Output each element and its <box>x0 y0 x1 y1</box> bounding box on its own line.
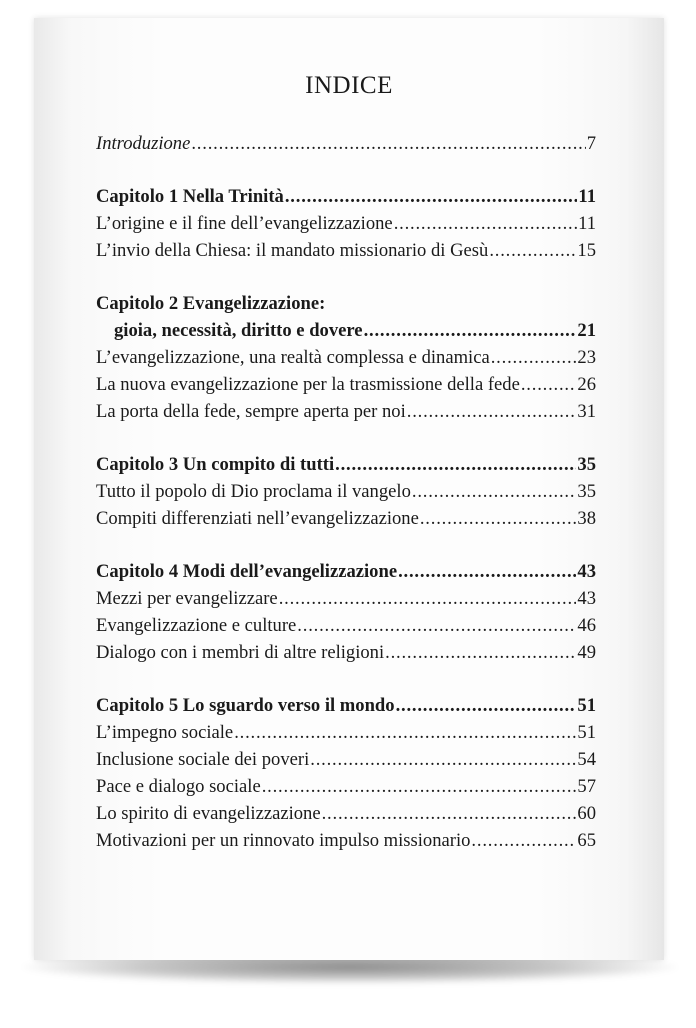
toc-entry-introduction[interactable] <box>96 130 596 157</box>
toc-page-number: 60 <box>577 803 596 824</box>
toc-entry-label: Introduzione <box>96 133 191 154</box>
toc-entry[interactable] <box>96 612 596 639</box>
dot-leader <box>471 827 576 854</box>
toc-entry[interactable] <box>96 827 596 854</box>
toc-entry-label: L’invio della Chiesa: il mandato missionario di Gesù <box>96 240 489 261</box>
dot-leader <box>412 478 577 505</box>
toc-entry[interactable] <box>96 478 596 505</box>
dot-leader <box>322 800 577 827</box>
dot-leader <box>364 317 577 344</box>
dot-leader <box>297 612 576 639</box>
dot-leader <box>234 719 576 746</box>
book-page <box>34 18 664 960</box>
toc-entry[interactable] <box>96 344 596 371</box>
toc-chapter-label: gioia, necessità, diritto e dovere <box>114 320 363 341</box>
toc-entry[interactable] <box>96 800 596 827</box>
dot-leader <box>521 371 577 398</box>
toc-chapter-3[interactable] <box>96 451 596 478</box>
toc-page-number: 21 <box>577 320 596 341</box>
toc-entry[interactable] <box>96 237 596 264</box>
toc-entry-label: La nuova evangelizzazione per la trasmissione della fede <box>96 374 520 395</box>
toc-chapter-1[interactable] <box>96 183 596 210</box>
toc-entry-label: Pace e dialogo sociale <box>96 776 261 797</box>
toc-entry[interactable] <box>96 398 596 425</box>
toc-entry-label: La porta della fede, sempre aperta per noi <box>96 401 406 422</box>
toc-chapter-4[interactable] <box>96 558 596 585</box>
toc-page-number: 57 <box>577 776 596 797</box>
dot-leader <box>279 585 577 612</box>
toc-entry-label: L’impegno sociale <box>96 722 234 743</box>
toc-page-number: 35 <box>577 454 596 475</box>
toc-page-number: 15 <box>577 240 596 261</box>
toc-entry-label: Dialogo con i membri di altre religioni <box>96 642 385 663</box>
dot-leader <box>491 344 577 371</box>
dot-leader <box>191 130 585 157</box>
toc-chapter-label: Capitolo 1 Nella Trinità <box>96 186 284 207</box>
dot-leader <box>489 237 576 264</box>
toc-page-number: 35 <box>577 481 596 502</box>
toc-entry[interactable] <box>96 719 596 746</box>
dot-leader <box>262 773 577 800</box>
toc-entry-label: L’origine e il fine dell’evangelizzazione <box>96 213 393 234</box>
dot-leader <box>398 558 576 585</box>
toc-page-number: 23 <box>577 347 596 368</box>
toc-entry-label: Lo spirito di evangelizzazione <box>96 803 321 824</box>
dot-leader <box>420 505 577 532</box>
dot-leader <box>396 692 577 719</box>
toc-entry[interactable] <box>96 639 596 666</box>
dot-leader <box>310 746 576 773</box>
toc-chapter-2-line1[interactable]: Capitolo 2 Evangelizzazione: <box>96 293 326 314</box>
toc-entry-label: Tutto il popolo di Dio proclama il vangelo <box>96 481 411 502</box>
dot-leader <box>385 639 576 666</box>
toc-page-number: 54 <box>577 749 596 770</box>
toc-page-number: 38 <box>577 508 596 529</box>
toc-entry-label: Motivazioni per un rinnovato impulso missionario <box>96 830 471 851</box>
toc-page-number: 31 <box>577 401 596 422</box>
toc-entry[interactable] <box>96 746 596 773</box>
toc-entry[interactable] <box>96 585 596 612</box>
toc-page-number: 43 <box>577 561 596 582</box>
toc-entry-label: Mezzi per evangelizzare <box>96 588 278 609</box>
toc-page-number: 51 <box>577 695 596 716</box>
dot-leader <box>335 451 576 478</box>
toc-page-number: 51 <box>577 722 596 743</box>
toc-chapter-label: Capitolo 5 Lo sguardo verso il mondo <box>96 695 395 716</box>
toc-entry-label: Compiti differenziati nell’evangelizzazione <box>96 508 419 529</box>
toc-page-number: 7 <box>586 133 596 154</box>
toc-entry-label: Evangelizzazione e culture <box>96 615 297 636</box>
toc-page-number: 11 <box>578 186 596 207</box>
toc-page-number: 46 <box>577 615 596 636</box>
dot-leader <box>394 210 577 237</box>
toc-chapter-label: Capitolo 4 Modi dell’evangelizzazione <box>96 561 398 582</box>
toc-entry-label: Inclusione sociale dei poveri <box>96 749 310 770</box>
toc-entry[interactable] <box>96 371 596 398</box>
toc-page-number: 43 <box>577 588 596 609</box>
toc-entry[interactable] <box>96 210 596 237</box>
dot-leader <box>285 183 578 210</box>
toc-chapter-5[interactable] <box>96 692 596 719</box>
table-of-contents <box>96 130 596 854</box>
toc-entry[interactable] <box>96 505 596 532</box>
toc-page-number: 26 <box>577 374 596 395</box>
toc-chapter-label: Capitolo 3 Un compito di tutti <box>96 454 335 475</box>
toc-chapter-2[interactable] <box>96 317 596 344</box>
toc-entry-label: L’evangelizzazione, una realtà complessa e dinamica <box>96 347 490 368</box>
toc-entry[interactable] <box>96 773 596 800</box>
toc-page-number: 11 <box>578 213 596 234</box>
toc-page-number: 49 <box>577 642 596 663</box>
page-title: INDICE <box>305 72 393 99</box>
dot-leader <box>407 398 577 425</box>
toc-page-number: 65 <box>577 830 596 851</box>
